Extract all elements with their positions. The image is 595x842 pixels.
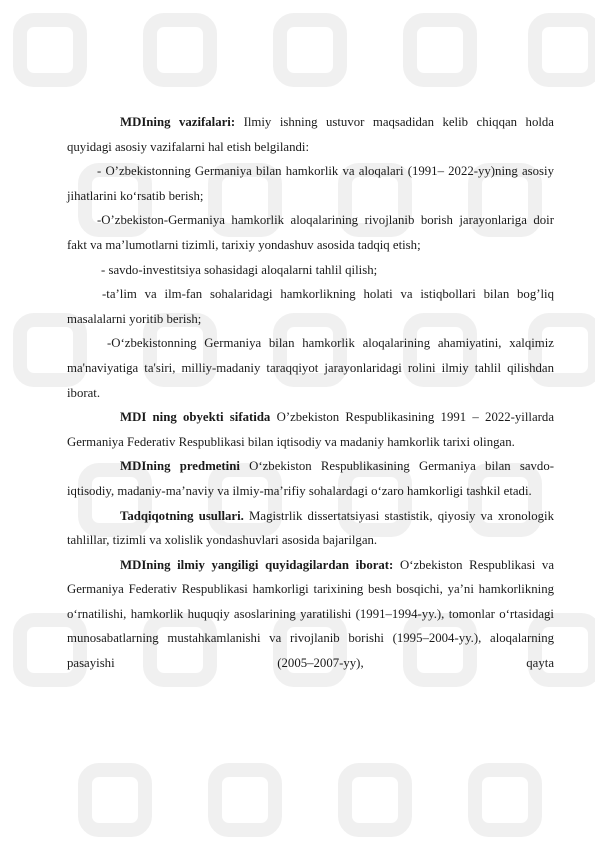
task-item-5: -O‘zbekistonning Germaniya bilan hamkorlik aloqalarining ahamiyatini, xalqimiz ma'naviyatiga ta'siri, milliy-madaniy taraqqiyot jarayonlaridagi rolini ilmiy tahlil qilishdan iborat. xyxy=(67,336,554,400)
tasks-text: Ilmiy ishning ustuvor maqsadidan kelib chiqqan holda quyidagi asosiy vazifalarni hal etish belgilandi: xyxy=(67,115,554,154)
tasks-heading: MDIning vazifalari: xyxy=(120,115,236,129)
task-item-2: -O’zbekiston-Germaniya hamkorlik aloqalarining rivojlanib borish jarayonlariga doir fakt va ma’lumotlarni tizimli, tarixiy yondashuv asosida tadqiq etish; xyxy=(67,213,554,252)
task-item-1: - O’zbekistonning Germaniya bilan hamkorlik va aloqalari (1991– 2022-yy)ning asosiy jihatlarini ko‘rsatib berish; xyxy=(67,164,554,203)
novelty-heading: MDIning ilmiy yangiligi quyidagilardan iborat: xyxy=(120,557,394,572)
paragraph-novelty xyxy=(67,553,554,676)
task-item-4: -ta’lim va ilm-fan sohalaridagi hamkorlikning holati va istiqbollari bilan bog’liq masalalarni yoritib berish; xyxy=(67,287,554,326)
methods-heading: Tadqiqotning usullari. xyxy=(120,508,244,523)
object-text: O’zbekiston Respublikasining 1991 – 2022-yillarda Germaniya Federativ Respublikasi bilan iqtisodiy va madaniy hamkorlik tarixi olingan. xyxy=(67,410,554,449)
task-item-3: - savdo-investitsiya sohasidagi aloqalarni tahlil qilish; xyxy=(101,262,378,277)
paragraph-object xyxy=(67,405,554,454)
paragraph-methods xyxy=(67,504,554,553)
paragraph-tasks xyxy=(67,110,554,159)
novelty-text: O‘zbekiston Respublikasi va Germaniya Federativ Respublikasi hamkorligi tarixining besh bosqichi, ya’ni hamkorlikning o‘rnatilishi, hamkorlik huquqiy asoslarining yaratilishi (1991–1994-yy.), tomonlar o‘rtasidagi munosabatlarning mustahkamlanishi va rivojlanib borishi (1995–2004-yy.), aloqalarning pasayishi (2005–2007-yy), qayta xyxy=(67,557,554,671)
subject-text: O‘zbekiston Respublikasining Germaniya bilan savdo-iqtisodiy, madaniy-ma’naviy va ilmiy-ma’rifiy sohalardagi o‘zaro hamkorligi tashkil etadi. xyxy=(67,459,554,498)
subject-heading: MDIning predmetini xyxy=(120,459,240,474)
methods-text: Magistrlik dissertatsiyasi stastistik, qiyosiy va xronologik tahlillar, tizimli va xolislik yondashuvlari asosida bajarilgan. xyxy=(67,508,554,548)
document-page xyxy=(67,110,554,676)
object-heading: MDI ning obyekti sifatida xyxy=(120,410,271,425)
paragraph-subject xyxy=(67,454,554,503)
